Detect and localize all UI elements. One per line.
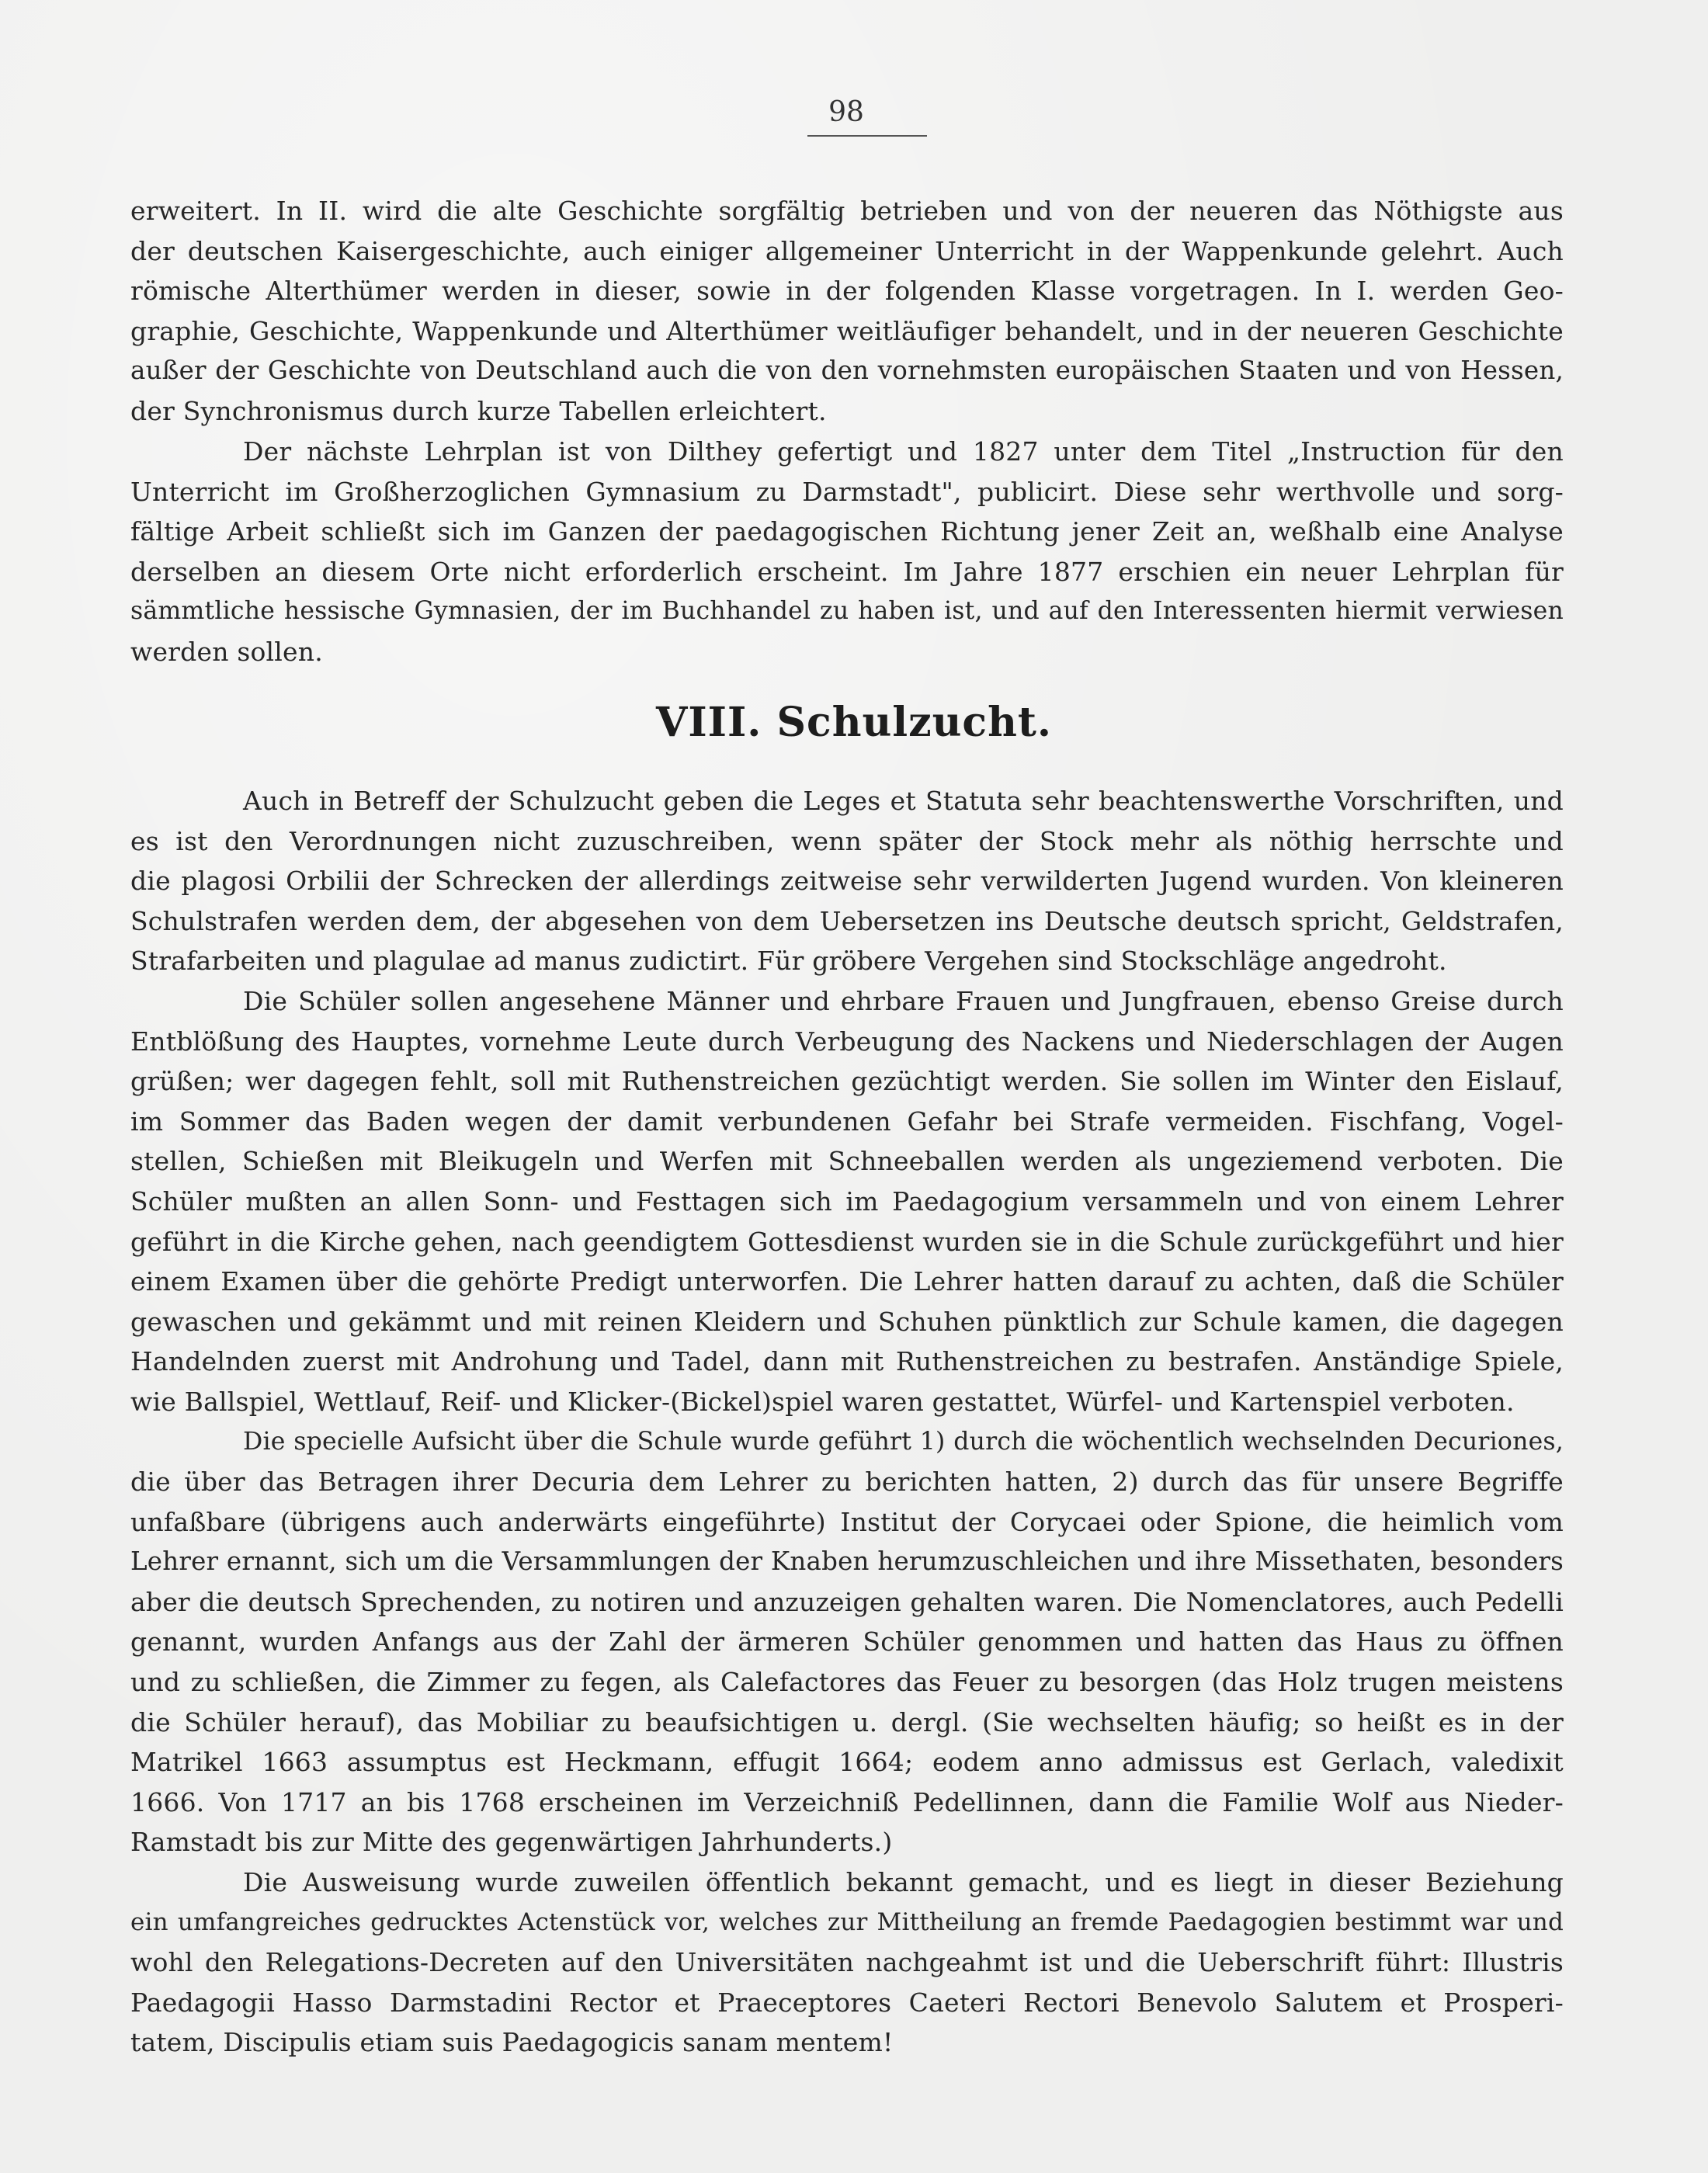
text-line: tatem, Discipulis etiam suis Paedagogicis sanam mentem! bbox=[130, 2027, 894, 2058]
text-line: 1666. Von 1717 an bis 1768 erscheinen im Verzeichniß Pedellinnen, dann die Familie Wolf aus Nieder- bbox=[130, 1786, 1564, 1817]
text-line: grüßen; wer dagegen fehlt, soll mit Ruthenstreichen gezüchtigt werden. Sie sollen im Winter den Eislauf, bbox=[130, 1066, 1564, 1097]
text-line: Der nächste Lehrplan ist von Dilthey gefertigt und 1827 unter dem Titel „Instruction für den bbox=[243, 436, 1564, 467]
text-line: ein umfangreiches gedrucktes Actenstück vor, welches zur Mittheilung an fremde Paedagogien bestimmt war und bbox=[130, 1907, 1564, 1936]
text-line: Die Ausweisung wurde zuweilen öffentlich bekannt gemacht, und es liegt in dieser Beziehung bbox=[243, 1867, 1564, 1898]
text-line: graphie, Geschichte, Wappenkunde und Alterthümer weitläufiger behandelt, und in der neueren Geschichte bbox=[130, 315, 1564, 346]
text-line: der deutschen Kaisergeschichte, auch einiger allgemeiner Unterricht in der Wappenkunde gelehrt. Auch bbox=[130, 235, 1564, 266]
text-line: Matrikel 1663 assumptus est Heckmann, effugit 1664; eodem anno admissus est Gerlach, valedixit bbox=[130, 1747, 1564, 1778]
text-line: geführt in die Kirche gehen, nach geendigtem Gottesdienst wurden sie in die Schule zurückgeführt und hier bbox=[130, 1226, 1564, 1257]
text-line: Schüler mußten an allen Sonn- und Festtagen sich im Paedagogium versammeln und von einem Lehrer bbox=[130, 1185, 1564, 1217]
text-line: Die Schüler sollen angesehene Männer und ehrbare Frauen und Jungfrauen, ebenso Greise durch bbox=[243, 985, 1564, 1016]
text-line: Entblößung des Hauptes, vornehme Leute durch Verbeugung des Nackens und Niederschlagen der Augen bbox=[130, 1026, 1564, 1057]
text-line: römische Alterthümer werden in dieser, sowie in der folgenden Klasse vorgetragen. In I. werden Geo- bbox=[130, 276, 1564, 307]
text-line: Strafarbeiten und plagulae ad manus zudictirt. Für gröbere Vergehen sind Stockschläge angedroht. bbox=[130, 946, 1447, 977]
text-line: genannt, wurden Anfangs aus der Zahl der ärmeren Schüler genommen und hatten das Haus zu öffnen bbox=[130, 1626, 1564, 1658]
text-block-schulzucht bbox=[130, 781, 1564, 2063]
page-number-rule bbox=[807, 135, 927, 137]
text-line: Auch in Betreff der Schulzucht geben die Leges et Statuta sehr beachtenswerthe Vorschriften, und bbox=[243, 786, 1564, 816]
text-line: Unterricht im Großherzoglichen Gymnasium zu Darmstadt", publicirt. Diese sehr werthvolle und sorg- bbox=[130, 476, 1564, 507]
text-line: aber die deutsch Sprechenden, zu notiren und anzuzeigen gehalten waren. Die Nomenclatores, auch Pedelli bbox=[130, 1586, 1564, 1617]
text-line: die über das Betragen ihrer Decuria dem Lehrer zu berichten hatten, 2) durch das für unsere Begriffe bbox=[130, 1467, 1564, 1498]
text-line: wie Ballspiel, Wettlauf, Reif- und Klicker-(Bickel)spiel waren gestattet, Würfel- und Kartenspiel verboten. bbox=[130, 1386, 1515, 1417]
text-line: und zu schließen, die Zimmer zu fegen, als Calefactores das Feuer zu besorgen (das Holz trugen meistens bbox=[130, 1667, 1564, 1698]
text-line: Paedagogii Hasso Darmstadini Rector et Praeceptores Caeteri Rectori Benevolo Salutem et Prosperi- bbox=[130, 1987, 1564, 2018]
text-line: der Synchronismus durch kurze Tabellen erleichtert. bbox=[130, 395, 827, 426]
text-line: im Sommer das Baden wegen der damit verbundenen Gefahr bei Strafe vermeiden. Fischfang, Vogel- bbox=[130, 1106, 1564, 1137]
text-line: erweitert. In II. wird die alte Geschichte sorgfältig betrieben und von der neueren das Nöthigste aus bbox=[130, 196, 1564, 226]
text-line: unfaßbare (übrigens auch anderwärts eingeführte) Institut der Corycaei oder Spione, die heimlich vom bbox=[130, 1506, 1564, 1537]
text-line: die plagosi Orbilii der Schrecken der allerdings zeitweise sehr verwilderten Jugend wurden. Von kleineren bbox=[130, 866, 1564, 897]
paragraph bbox=[130, 781, 1564, 981]
text-line: Die specielle Aufsicht über die Schule wurde geführt 1) durch die wöchentlich wechselnden Decuriones, bbox=[243, 1427, 1564, 1456]
text-line: Handelnden zuerst mit Androhung und Tadel, dann mit Ruthenstreichen zu bestrafen. Anständige Spiele, bbox=[130, 1346, 1564, 1377]
text-line: die Schüler herauf), das Mobiliar zu beaufsichtigen u. dergl. (Sie wechselten häufig; so heißt es in der bbox=[130, 1706, 1564, 1737]
text-line: derselben an diesem Orte nicht erforderlich erscheint. Im Jahre 1877 erschien ein neuer Lehrplan für bbox=[130, 556, 1564, 587]
text-line: wohl den Relegations-Decreten auf den Universitäten nachgeahmt ist und die Ueberschrift führt: Illustris bbox=[130, 1947, 1564, 1978]
page-number: 98 bbox=[828, 96, 864, 128]
section-heading: VIII. Schulzucht. bbox=[655, 699, 1053, 746]
text-line: Lehrer ernannt, sich um die Versammlungen der Knaben herumzuschleichen und ihre Missethaten, besonders bbox=[130, 1546, 1564, 1577]
text-line: einem Examen über die gehörte Predigt unterworfen. Die Lehrer hatten darauf zu achten, daß die Schüler bbox=[130, 1266, 1564, 1297]
text-block-lehrplan bbox=[130, 432, 1564, 672]
text-line: Ramstadt bis zur Mitte des gegenwärtigen Jahrhunderts.) bbox=[130, 1827, 893, 1858]
text-line: werden sollen. bbox=[130, 636, 323, 667]
text-line: sämmtliche hessische Gymnasien, der im Buchhandel zu haben ist, und auf den Interessenten hiermit verwiesen bbox=[130, 597, 1564, 626]
paragraph bbox=[130, 981, 1564, 1422]
text-block-previous-section bbox=[130, 191, 1564, 432]
paragraph bbox=[130, 1422, 1564, 1863]
text-line: außer der Geschichte von Deutschland auch die von den vornehmsten europäischen Staaten und von Hessen, bbox=[130, 356, 1564, 386]
text-line: es ist den Verordnungen nicht zuzuschreiben, wenn später der Stock mehr als nöthig herrschte und bbox=[130, 825, 1564, 856]
text-line: fältige Arbeit schließt sich im Ganzen der paedagogischen Richtung jener Zeit an, weßhalb eine Analyse bbox=[130, 516, 1564, 547]
paragraph bbox=[130, 1862, 1564, 2063]
paragraph bbox=[130, 191, 1564, 432]
text-line: Schulstrafen werden dem, der abgesehen von dem Uebersetzen ins Deutsche deutsch spricht, Geldstrafen, bbox=[130, 905, 1564, 936]
text-line: gewaschen und gekämmt und mit reinen Kleidern und Schuhen pünktlich zur Schule kamen, die dagegen bbox=[130, 1306, 1564, 1337]
text-line: stellen, Schießen mit Bleikugeln und Werfen mit Schneeballen werden als ungeziemend verboten. Die bbox=[130, 1146, 1564, 1177]
paragraph bbox=[130, 432, 1564, 672]
